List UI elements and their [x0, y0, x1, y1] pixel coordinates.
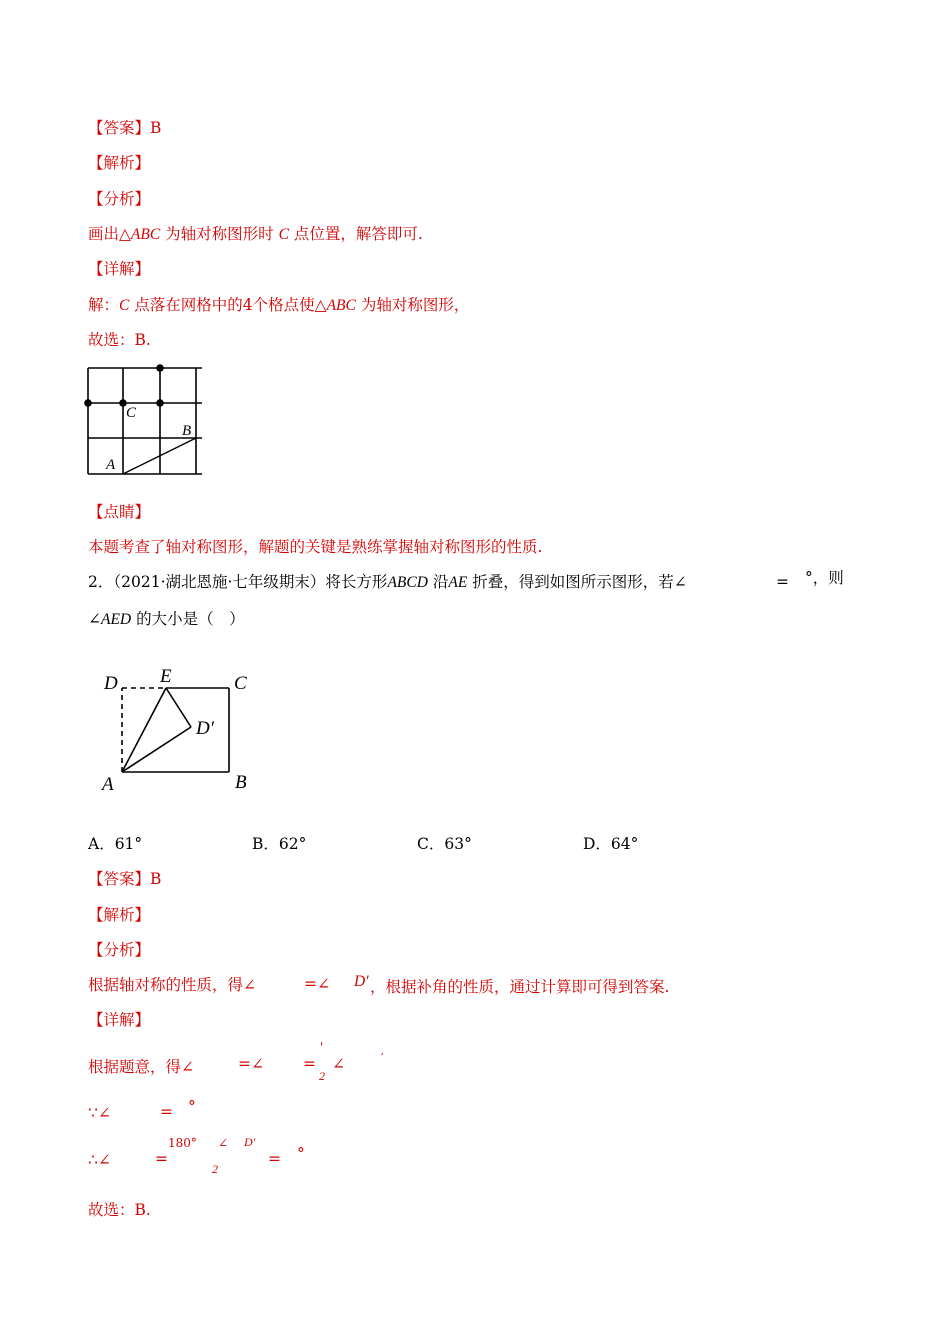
q1-detail-text: 解：C 点落在网格中的4个格点使△ABC 为轴对称图形， [88, 296, 470, 314]
q2-because-deg: ° [188, 1098, 196, 1116]
q2-fenxi-text-start: 根据轴对称的性质，得∠ [88, 976, 256, 994]
q1-analysis-tag: 【解析】 [88, 154, 151, 172]
q2-therefore-deg: ° [297, 1145, 305, 1163]
q2-stem-deg: °，则 [805, 569, 844, 587]
q1-fenxi-tag: 【分析】 [88, 190, 151, 208]
fig-label-a: A [102, 774, 114, 795]
q2-stem-eq: = [776, 573, 789, 591]
q2-fenxi-tag: 【分析】 [88, 941, 151, 959]
q2-choice: 故选：B. [88, 1201, 151, 1219]
q2-detail-frac-top: ' [320, 1040, 324, 1054]
fig-label-e: E [160, 666, 172, 687]
fold-figure [96, 662, 256, 800]
q2-stem-line1: 2．（2021·湖北恩施·七年级期末）将长方形ABCD 沿AE 折叠，得到如图所示图形，若∠ [88, 573, 687, 591]
q2-detail-prime: ′ [381, 1051, 384, 1065]
q2-therefore-eq: = [155, 1150, 168, 1168]
q2-detail-frac-bottom: 2 [319, 1069, 325, 1083]
q2-fenxi-text-end: ，根据补角的性质，通过计算即可得到答案. [370, 978, 670, 996]
q2-detail-eq1: =∠ [238, 1055, 264, 1073]
q2-answer: 【答案】B [88, 870, 162, 888]
q2-therefore: ∴∠ [88, 1151, 111, 1169]
q2-detail-tag: 【详解】 [88, 1011, 151, 1029]
fig-label-b: B [235, 772, 247, 793]
q2-detail-text: 根据题意，得∠ [88, 1058, 194, 1076]
q1-detail-tag: 【详解】 [88, 260, 151, 278]
grid-label-c: C [126, 405, 137, 421]
q2-detail-eq2: = [303, 1055, 316, 1073]
option-a: A．61° [88, 835, 143, 853]
q2-analysis-tag: 【解析】 [88, 906, 151, 924]
fig-label-c: C [234, 673, 247, 694]
q1-comment-tag: 【点睛】 [88, 503, 151, 521]
q1-choice: 故选：B. [88, 331, 151, 349]
q2-therefore-eq2: = [268, 1150, 281, 1168]
q2-therefore-dprime: D′ [244, 1135, 256, 1149]
grid-figure [84, 362, 206, 480]
grid-label-a: A [106, 457, 116, 473]
q2-fenxi-eq: =∠ [304, 975, 330, 993]
q2-therefore-angle: ∠ [218, 1136, 229, 1150]
option-c: C．63° [417, 835, 472, 853]
q2-because: ∵∠ [88, 1104, 111, 1122]
q2-because-eq: = [160, 1103, 173, 1121]
q2-detail-angle: ∠ [332, 1055, 345, 1073]
q2-stem-line2: ∠AED 的大小是（ ） [88, 610, 245, 628]
q2-fenxi-dprime: D′ [354, 973, 369, 990]
fig-label-dprime: D′ [196, 718, 214, 739]
q1-answer: 【答案】B [88, 119, 162, 137]
fig-label-d: D [104, 673, 118, 694]
grid-label-b: B [182, 423, 192, 439]
option-b: B．62° [252, 835, 307, 853]
q2-therefore-num: 180° [168, 1136, 197, 1150]
option-d: D．64° [583, 835, 639, 853]
q2-therefore-den: 2 [212, 1162, 218, 1176]
q1-comment: 本题考查了轴对称图形，解题的关键是熟练掌握轴对称图形的性质. [88, 538, 543, 556]
q1-fenxi-text: 画出△ABC 为轴对称图形时 C 点位置，解答即可. [88, 225, 423, 243]
